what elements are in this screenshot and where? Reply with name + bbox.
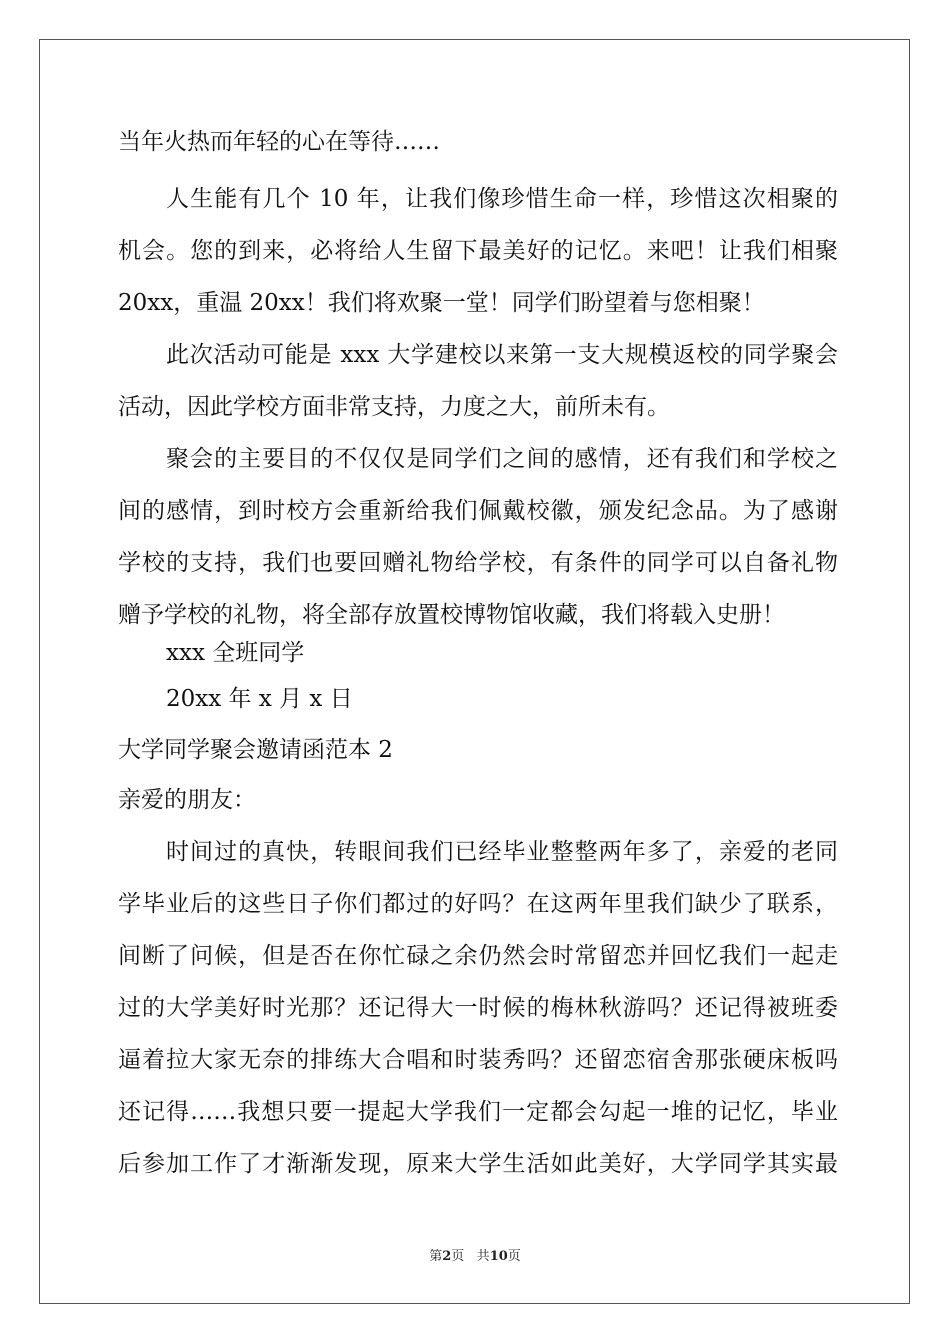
text-line: 20xx，重温 20xx！我们将欢聚一堂！同学们盼望着与您相聚！ xyxy=(118,290,765,316)
text-line: 学校的支持，我们也要回赠礼物给学校，有条件的同学可以自备礼物 xyxy=(118,550,838,576)
text-line: 此次活动可能是 xxx 大学建校以来第一支大规模返校的同学聚会 xyxy=(166,342,838,368)
date-line: 20xx 年 x 月 x 日 xyxy=(166,686,353,712)
section-heading: 大学同学聚会邀请函范本 2 xyxy=(118,737,393,763)
text-line: 还记得……我想只要一提起大学我们一定都会勾起一堆的记忆，毕业 xyxy=(118,1099,838,1125)
text-line: 机会。您的到来，必将给人生留下最美好的记忆。来吧！让我们相聚 xyxy=(118,238,838,264)
current-page-number: 2 xyxy=(442,1249,452,1264)
text-line: 间断了问候，但是否在你忙碌之余仍然会时常留恋并回忆我们一起走 xyxy=(118,943,838,969)
page-prefix: 第 xyxy=(429,1249,443,1264)
text-line: 聚会的主要目的不仅仅是同学们之间的感情，还有我们和学校之 xyxy=(166,446,838,472)
page-footer xyxy=(0,1248,950,1266)
text-line: 间的感情，到时校方会重新给我们佩戴校徽，颁发纪念品。为了感谢 xyxy=(118,498,838,524)
total-unit: 页 xyxy=(507,1249,521,1264)
total-prefix: 共 xyxy=(476,1249,490,1264)
text-line: 过的大学美好时光那？还记得大一时候的梅林秋游吗？还记得被班委 xyxy=(118,995,838,1021)
signature-line: xxx 全班同学 xyxy=(166,640,305,666)
text-line: 逼着拉大家无奈的排练大合唱和时装秀吗？还留恋宿舍那张硬床板吗 xyxy=(118,1047,838,1073)
text-line: 学毕业后的这些日子你们都过的好吗？在这两年里我们缺少了联系， xyxy=(118,891,838,917)
text-line: 活动，因此学校方面非常支持，力度之大，前所未有。 xyxy=(118,394,670,420)
text-line: 时间过的真快，转眼间我们已经毕业整整两年多了，亲爱的老同 xyxy=(166,839,838,865)
page-unit: 页 xyxy=(451,1249,465,1264)
salutation: 亲爱的朋友： xyxy=(118,787,256,813)
text-line: 后参加工作了才渐渐发现，原来大学生活如此美好，大学同学其实最 xyxy=(118,1151,838,1177)
text-line: 人生能有几个 10 年，让我们像珍惜生命一样，珍惜这次相聚的 xyxy=(166,186,838,212)
total-page-count: 10 xyxy=(489,1249,508,1264)
text-line: 当年火热而年轻的心在等待…… xyxy=(118,129,440,155)
text-line: 赠予学校的礼物，将全部存放置校博物馆收藏，我们将载入史册！ xyxy=(118,602,785,628)
